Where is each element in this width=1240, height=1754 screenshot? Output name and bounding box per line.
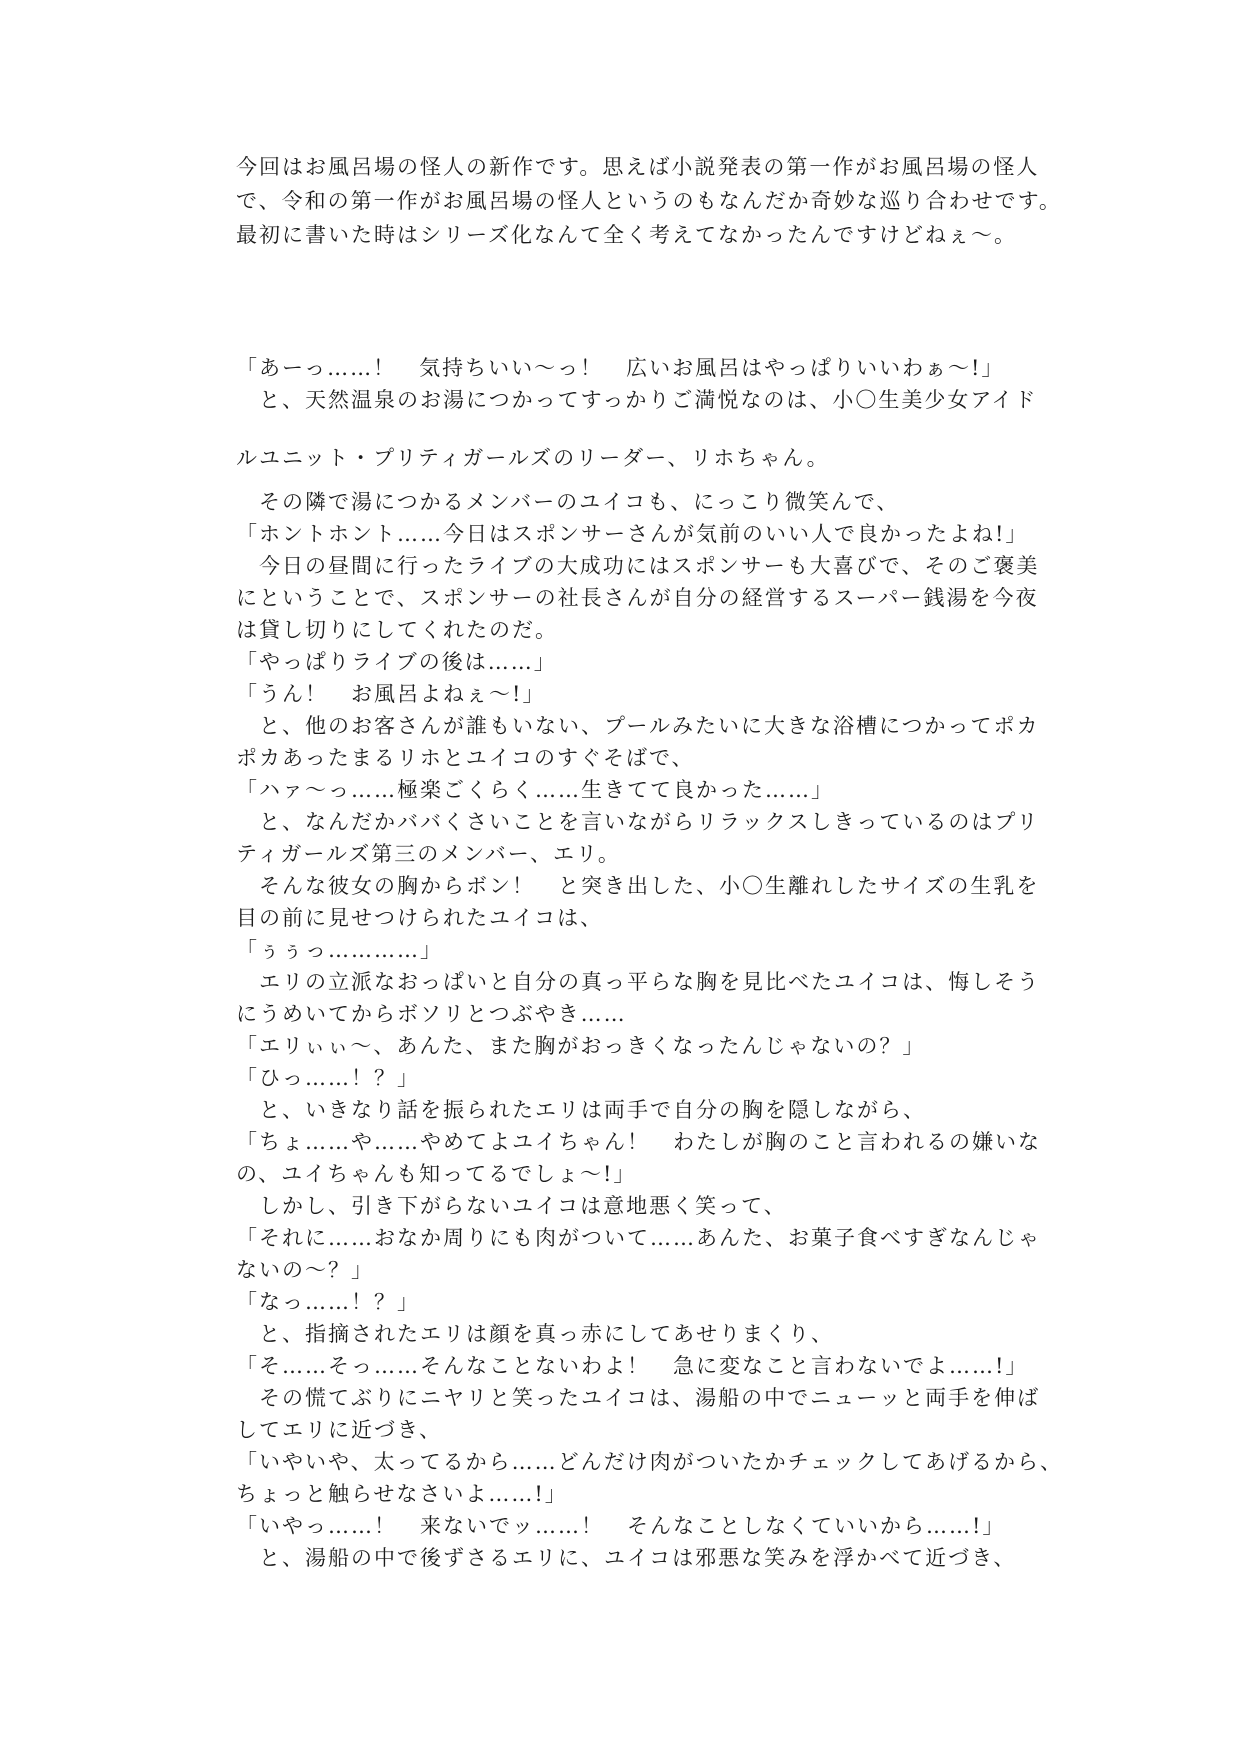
- text-line: 「あーっ……！ 気持ちいい～っ！ 広いお風呂はやっぱりいいわぁ～!」: [236, 356, 1005, 380]
- story-body: [236, 352, 1063, 1574]
- text-line: で、令和の第一作がお風呂場の怪人というのもなんだか奇妙な巡り合わせです。: [236, 189, 1062, 213]
- text-line: ちょっと触らせなさいよ……!」: [236, 1482, 568, 1506]
- text-line: にうめいてからボソリとつぶやき……: [236, 1002, 627, 1026]
- text-line: その隣で湯につかるメンバーのユイコも、にっこり微笑んで、: [236, 490, 900, 514]
- text-line: 「ハァ～っ……極楽ごくらく……生きてて良かった……」: [236, 778, 834, 802]
- text-line: その慌てぶりにニヤリと笑ったユイコは、湯船の中でニューッと両手を伸ば: [236, 1386, 1041, 1410]
- text-line: してエリに近づき、: [236, 1418, 443, 1442]
- text-line: 「エリぃぃ～、あんた、また胸がおっきくなったんじゃないの？」: [236, 1034, 926, 1058]
- text-line: と、指摘されたエリは顔を真っ赤にしてあせりまくり、: [236, 1322, 834, 1346]
- text-line: 「やっぱりライブの後は……」: [236, 650, 557, 674]
- text-line: 「ホントホント……今日はスポンサーさんが気前のいい人で良かったよね!」: [236, 522, 1029, 546]
- author-note: [236, 150, 1062, 252]
- text-line: と、他のお客さんが誰もいない、プールみたいに大きな浴槽につかってポカ: [236, 714, 1040, 738]
- text-line: ないの～？」: [236, 1258, 374, 1282]
- text-line: 「ひっ……！？」: [236, 1066, 420, 1090]
- text-line: 今日の昼間に行ったライブの大成功にはスポンサーも大喜びで、そのご褒美: [236, 554, 1040, 578]
- text-line: 今回はお風呂場の怪人の新作です。思えば小説発表の第一作がお風呂場の怪人: [236, 155, 1040, 179]
- text-line: 「ちょ……や……やめてよユイちゃん！ わたしが胸のこと言われるの嫌いな: [236, 1130, 1041, 1154]
- text-line: 「なっ……！？」: [236, 1290, 420, 1314]
- text-line: は貸し切りにしてくれたのだ。: [236, 618, 558, 642]
- text-line: と、なんだかババくさいことを言いながらリラックスしきっているのはプリ: [236, 810, 1040, 834]
- text-line: 最初に書いた時はシリーズ化なんて全く考えてなかったんですけどねぇ～。: [236, 223, 1017, 247]
- text-line: と、いきなり話を振られたエリは両手で自分の胸を隠しながら、: [236, 1098, 926, 1122]
- text-line: そんな彼女の胸からボン！ と突き出した、小〇生離れしたサイズの生乳を: [236, 874, 1040, 898]
- text-line: ポカあったまるリホとユイコのすぐそばで、: [236, 746, 695, 770]
- text-line: しかし、引き下がらないユイコは意地悪く笑って、: [236, 1194, 787, 1218]
- text-line: の、ユイちゃんも知ってるでしょ～!」: [236, 1162, 637, 1186]
- text-line: 「そ……そっ……そんなことないわよ！ 急に変なこと言わないでよ……!」: [236, 1354, 1029, 1378]
- text-line: 「いやいや、太ってるから……どんだけ肉がついたかチェックしてあげるから、: [236, 1450, 1063, 1474]
- text-line: 「ぅぅっ…………」: [236, 938, 443, 962]
- text-line: ティガールズ第三のメンバー、エリ。: [236, 842, 621, 866]
- text-line: にということで、スポンサーの社長さんが自分の経営するスーパー銭湯を今夜: [236, 586, 1039, 610]
- text-line: 「うん！ お風呂よねぇ～!」: [236, 682, 546, 706]
- text-line: ルユニット・プリティガールズのリーダー、リホちゃん。: [236, 446, 830, 470]
- text-line: 目の前に見せつけられたユイコは、: [236, 906, 604, 930]
- text-line: エリの立派なおっぱいと自分の真っ平らな胸を見比べたユイコは、悔しそう: [236, 970, 1041, 994]
- text-line: 「いやっ……！ 来ないでッ……！ そんなことしなくていいから……!」: [236, 1514, 1006, 1538]
- text-line: と、天然温泉のお湯につかってすっかりご満悦なのは、小〇生美少女アイド: [236, 388, 1038, 412]
- text-line: 「それに……おなか周りにも肉がついて……あんた、お菓子食べすぎなんじゃ: [236, 1226, 1041, 1250]
- text-line: と、湯船の中で後ずさるエリに、ユイコは邪悪な笑みを浮かべて近づき、: [236, 1546, 1017, 1570]
